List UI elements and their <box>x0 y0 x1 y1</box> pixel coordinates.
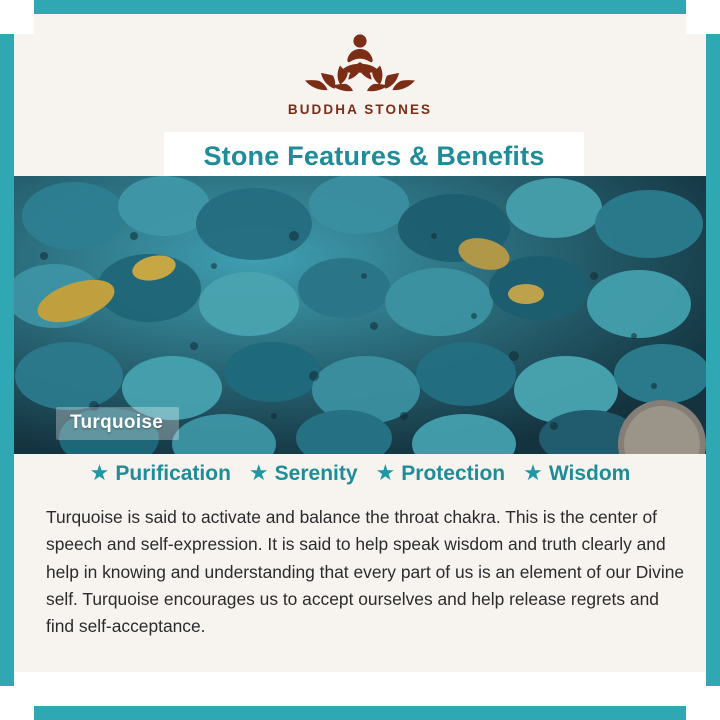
photo-caption <box>56 407 179 440</box>
benefit-item <box>376 462 506 486</box>
header-section <box>14 14 706 176</box>
benefit-item <box>523 462 630 486</box>
corner-notch-top-left <box>0 0 34 34</box>
benefits-row <box>14 462 706 486</box>
stone-name: Turquoise <box>70 412 164 433</box>
corner-notch-top-right <box>686 0 720 34</box>
description-text: Turquoise is said to activate and balance the throat chakra. This is the center of speech and self-expression. It is said to help speak wisdom and truth clearly and help in knowing and understanding that every part of us is an element of our Divine self. Turquoise encourages us to accept ourselves and help release regrets and find self-acceptance. <box>46 507 685 637</box>
benefit-item <box>249 462 358 486</box>
brand-name: BUDDHA STONES <box>287 102 433 117</box>
brand-logo <box>14 28 706 117</box>
turquoise-stones-photo <box>14 176 706 454</box>
benefit-label: Wisdom <box>548 462 631 485</box>
page-title: Stone Features & Benefits <box>203 140 545 171</box>
star-icon: ★ <box>89 460 110 485</box>
corner-notch-bottom-left <box>0 686 34 720</box>
benefit-label: Purification <box>115 462 231 485</box>
benefit-label: Protection <box>401 462 506 485</box>
bottom-strip <box>14 672 706 706</box>
star-icon: ★ <box>248 460 269 485</box>
title-banner <box>164 132 584 180</box>
corner-notch-bottom-right <box>686 686 720 720</box>
star-icon: ★ <box>375 460 396 485</box>
lotus-meditation-icon <box>285 28 435 96</box>
benefit-item <box>90 462 231 486</box>
benefit-label: Serenity <box>274 462 358 485</box>
star-icon: ★ <box>523 460 543 485</box>
